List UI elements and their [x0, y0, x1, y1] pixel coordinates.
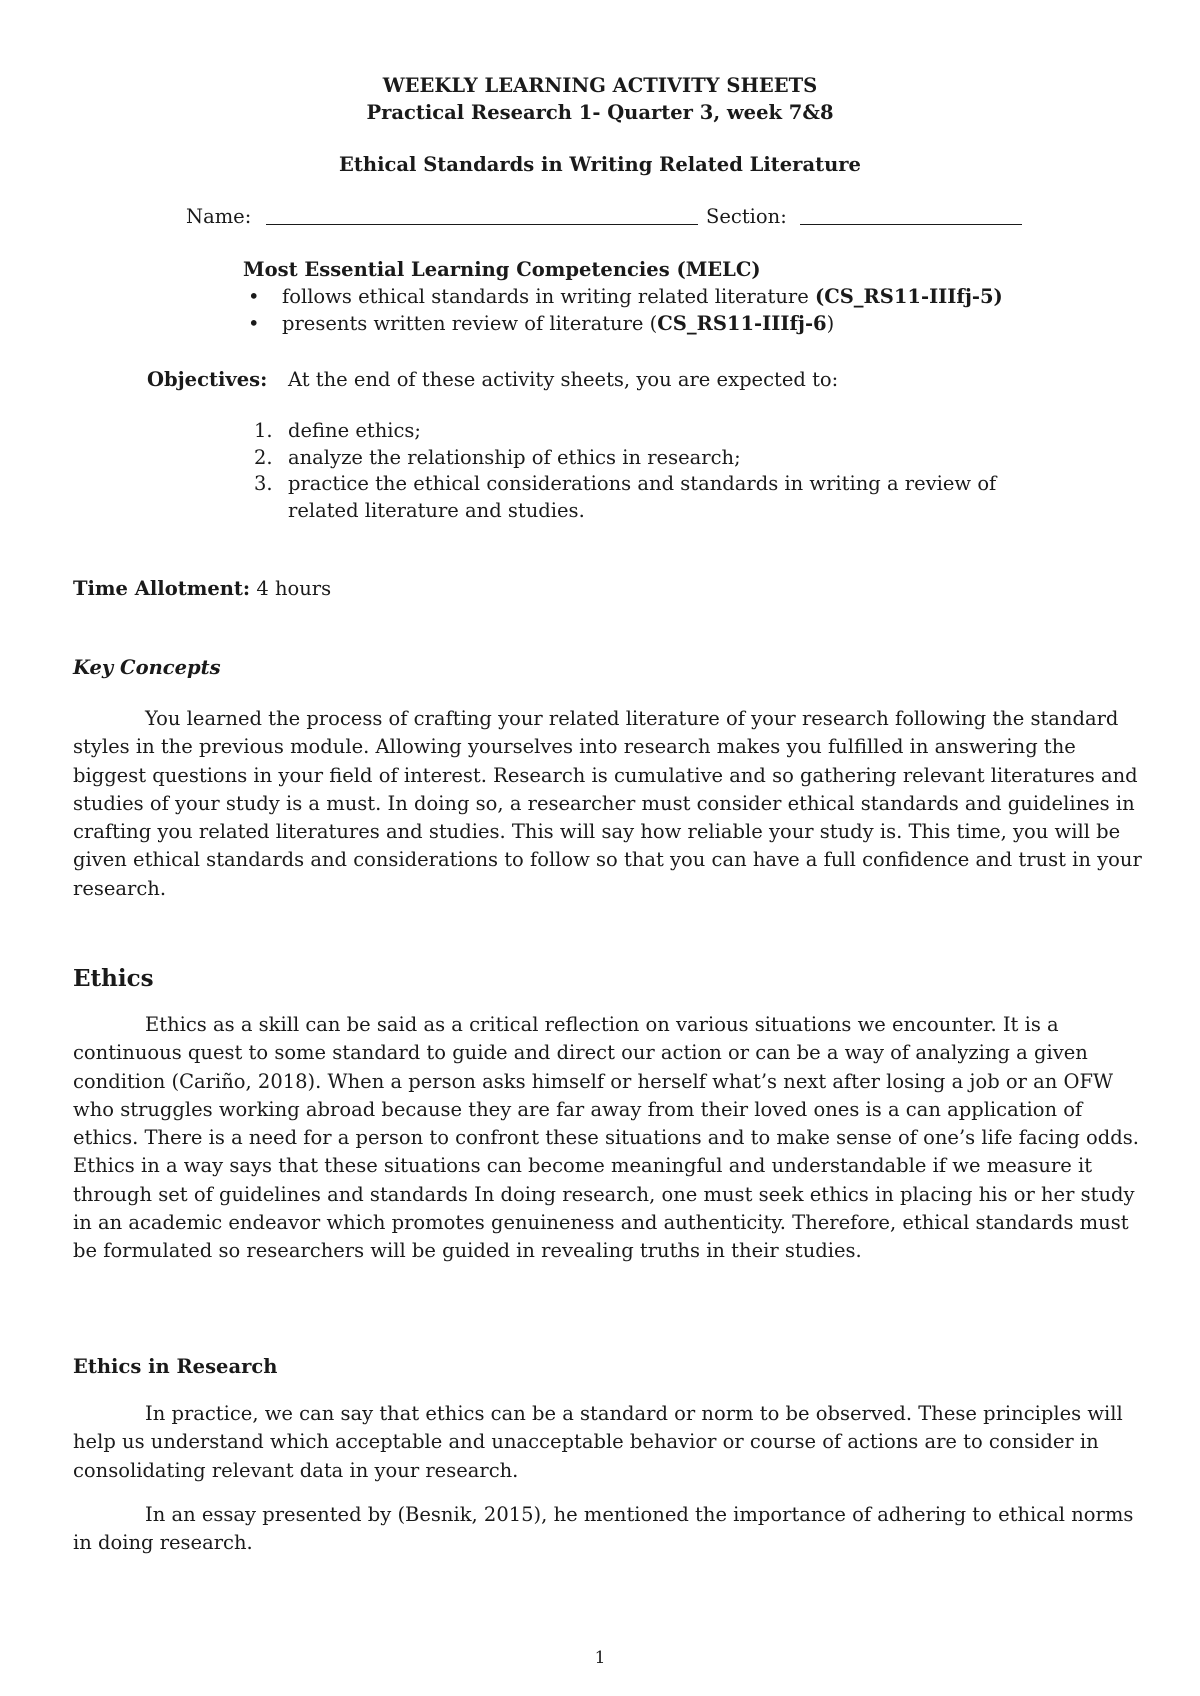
- ethics-research-paragraph-2: In an essay presented by (Besnik, 2015), he mentioned the importance of adhering to ethical norms in doing research.: [73, 1503, 1134, 1555]
- ethics-heading: Ethics: [73, 965, 154, 992]
- document-subtitle: Practical Research 1- Quarter 3, week 7&8: [366, 101, 834, 124]
- objective-item: analyze the relationship of ethics in research;: [288, 446, 741, 469]
- melc-item: presents written review of literature (CS_RS11-IIIfj-6): [282, 312, 835, 335]
- bullet-icon: •: [248, 285, 260, 308]
- section-blank-line[interactable]: [800, 224, 1022, 225]
- objective-number: 3.: [254, 472, 273, 495]
- bullet-icon: •: [248, 312, 260, 335]
- name-blank-line[interactable]: [266, 224, 698, 225]
- lesson-topic: Ethical Standards in Writing Related Literature: [339, 153, 861, 176]
- key-concepts-paragraph: You learned the process of crafting your related literature of your research following the standard styles in the previous module. Allowing yourselves into research makes you fulfilled in answering the biggest questions in your field of interest. Research is cumulative and so gathering relevant literatures and studies of your study is a must. In doing so, a researcher must consider ethical standards and guidelines in crafting you related literatures and studies. This will say how reliable your study is. This time, you will be given ethical standards and considerations to follow so that you can have a full confidence and trust in your research.: [73, 707, 1142, 900]
- objectives-intro: At the end of these activity sheets, you are expected to:: [288, 368, 839, 391]
- page-number: 1: [594, 1648, 606, 1668]
- melc-heading: Most Essential Learning Competencies (MELC): [243, 258, 761, 281]
- melc-item: follows ethical standards in writing related literature (CS_RS11-IIIfj-5): [282, 285, 1003, 308]
- objective-item: practice the ethical considerations and standards in writing a review of: [288, 472, 997, 495]
- document-title: WEEKLY LEARNING ACTIVITY SHEETS: [382, 74, 818, 97]
- ethics-research-paragraph-1: In practice, we can say that ethics can be a standard or norm to be observed. These principles will help us understand which acceptable and unacceptable behavior or course of actions are to consider in consolidating relevant data in your research.: [73, 1402, 1123, 1482]
- key-concepts-heading: Key Concepts: [73, 656, 221, 679]
- time-allotment: Time Allotment: 4 hours: [73, 577, 332, 600]
- objective-number: 1.: [254, 419, 273, 442]
- section-label: Section:: [706, 205, 787, 228]
- name-label: Name:: [186, 205, 252, 228]
- objective-item-continued: related literature and studies.: [288, 499, 585, 522]
- objective-item: define ethics;: [288, 419, 421, 442]
- ethics-paragraph: Ethics as a skill can be said as a critical reflection on various situations we encounter. It is a continuous quest to some standard to guide and direct our action or can be a way of analyzing a given condition (Cariño, 2018). When a person asks himself or herself what’s next after losing a job or an OFW who struggles working abroad because they are far away from their loved ones is a can application of ethics. There is a need for a person to confront these situations and to make sense of one’s life facing odds. Ethics in a way says that these situations can become meaningful and understandable if we measure it through set of guidelines and standards In doing research, one must seek ethics in placing his or her study in an academic endeavor which promotes genuineness and authenticity. Therefore, ethical standards must be formulated so researchers will be guided in revealing truths in their studies.: [73, 1013, 1139, 1263]
- objective-number: 2.: [254, 446, 273, 469]
- objectives-label: Objectives:: [147, 368, 268, 391]
- ethics-in-research-heading: Ethics in Research: [73, 1355, 278, 1378]
